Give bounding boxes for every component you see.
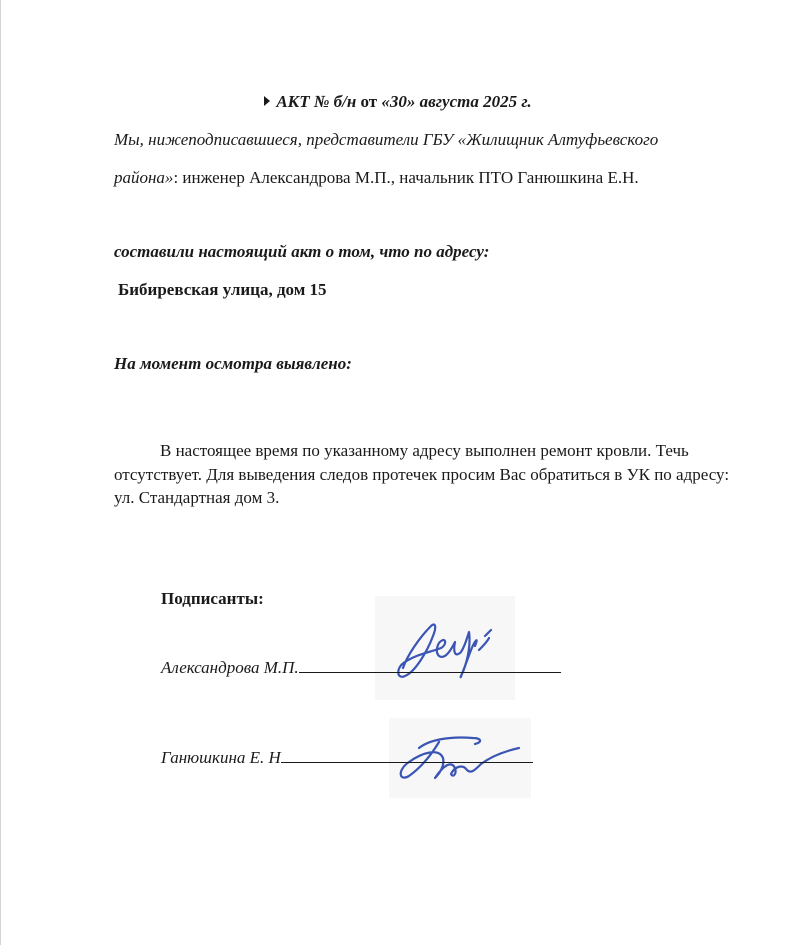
intro-line-2 [114, 168, 639, 188]
title-act-number: АКТ № б/н [276, 92, 357, 111]
compiled-statement: составили настоящий акт о том, что по адресу: [114, 242, 490, 261]
title-date: «30» августа 2025 г. [381, 92, 532, 111]
signature-line-1[interactable] [299, 658, 561, 673]
signature-image-1 [375, 596, 515, 700]
signatory-name-2: Ганюшкина Е. Н [161, 748, 281, 767]
signature-line-2[interactable] [281, 748, 533, 763]
intro-line-2-district: района» [114, 168, 174, 187]
document-title [1, 92, 794, 112]
title-from: от [356, 92, 382, 111]
intro-line-1: Мы, нижеподписавшиеся, представители ГБУ «Жилищник Алтуфьевского [114, 130, 659, 149]
handwritten-signature-1 [375, 596, 515, 700]
signatory-row-2 [161, 748, 533, 768]
signatory-name-1: Александрова М.П. [161, 658, 299, 677]
inspection-heading: На момент осмотра выявлено: [114, 354, 352, 373]
signatory-row-1 [161, 658, 561, 678]
intro-line-2-members: : инженер Александрова М.П., начальник ПТО Ганюшкина Е.Н. [173, 168, 639, 187]
address: Бибиревская улица, дом 15 [118, 280, 327, 299]
signatories-heading: Подписанты: [161, 589, 264, 608]
collapse-arrow-icon[interactable] [264, 96, 270, 106]
inspection-text: В настоящее время по указанному адресу выполнен ремонт кровли. Течь отсутствует. Для выведения следов протечек просим Вас обратиться в УК по адресу: ул. Стандартная дом 3. [114, 441, 730, 507]
